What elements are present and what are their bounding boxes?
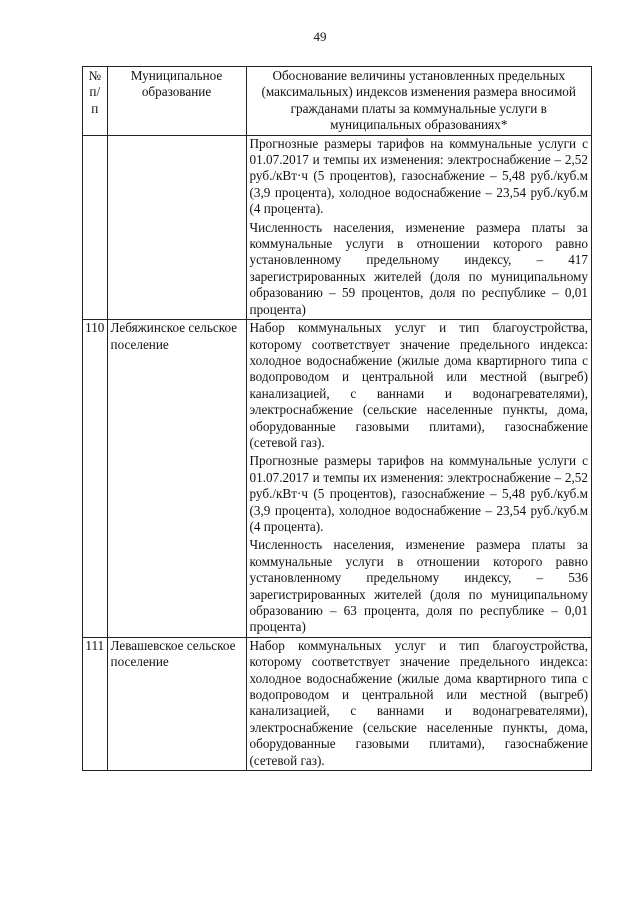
table-header-row xyxy=(83,67,592,136)
row-justification xyxy=(246,135,591,319)
justification-paragraph: Прогнозные размеры тарифов на коммунальные услуги с 01.07.2017 и темпы их изменения: электроснабжение – 2,52 руб./кВт·ч (5 процентов), газоснабжение – 5,48 руб./куб.м (3,9 процента), холодное водоснабжение – 23,54 руб./куб.м (4 процента). xyxy=(249,453,588,534)
header-number: № п/п xyxy=(83,67,108,136)
row-justification xyxy=(246,637,591,770)
row-municipality xyxy=(107,135,246,319)
header-justification: Обоснование величины установленных предельных (максимальных) индексов изменения размера вносимой гражданами платы за коммунальные услуги в муниципальных образованиях* xyxy=(246,67,591,136)
table-row xyxy=(83,320,592,638)
row-number: 110 xyxy=(83,320,108,638)
justification-paragraph: Численность населения, изменение размера платы за коммунальные услуги в отношении которого равно установленному предельному индексу, – 536 зарегистрированных жителей (доля по муниципальному образованию – 63 процента, доля по республике – 0,01 процента) xyxy=(249,537,588,635)
page-number: 49 xyxy=(313,29,327,44)
header-municipality: Муниципальное образование xyxy=(107,67,246,136)
row-number: 111 xyxy=(83,637,108,770)
row-number xyxy=(83,135,108,319)
row-justification xyxy=(246,320,591,638)
row-municipality: Левашевское сельское поселение xyxy=(107,637,246,770)
justification-paragraph: Набор коммунальных услуг и тип благоустройства, которому соответствует значение предельного индекса: холодное водоснабжение (жилые дома квартирного типа с водопроводом и центральной или местной (выгреб) канализацией, с ваннами и водонагревателями), электроснабжение (сельские населенные пункты, дома, оборудованные газовыми плитами), газоснабжение (сетевой газ). xyxy=(249,637,588,768)
tariff-index-table xyxy=(82,66,592,771)
justification-paragraph: Набор коммунальных услуг и тип благоустройства, которому соответствует значение предельного индекса: холодное водоснабжение (жилые дома квартирного типа с водопроводом и центральной или местной (выгреб) канализацией, с ваннами и водонагревателями), электроснабжение (сельские населенные пункты, дома, оборудованные газовыми плитами), газоснабжение (сетевой газ). xyxy=(249,320,588,450)
table-row xyxy=(83,637,592,770)
justification-paragraph: Численность населения, изменение размера платы за коммунальные услуги в отношении которого равно установленному предельному индексу, – 417 зарегистрированных жителей (доля по муниципальному образованию – 59 процентов, доля по республике – 0,01 процента) xyxy=(249,219,588,317)
table-row xyxy=(83,135,592,319)
justification-paragraph: Прогнозные размеры тарифов на коммунальные услуги с 01.07.2017 и темпы их изменения: электроснабжение – 2,52 руб./кВт·ч (5 процентов), газоснабжение – 5,48 руб./куб.м (3,9 процента), холодное водоснабжение – 23,54 руб./куб.м (4 процента). xyxy=(249,135,588,217)
row-municipality: Лебяжинское сельское поселение xyxy=(107,320,246,638)
